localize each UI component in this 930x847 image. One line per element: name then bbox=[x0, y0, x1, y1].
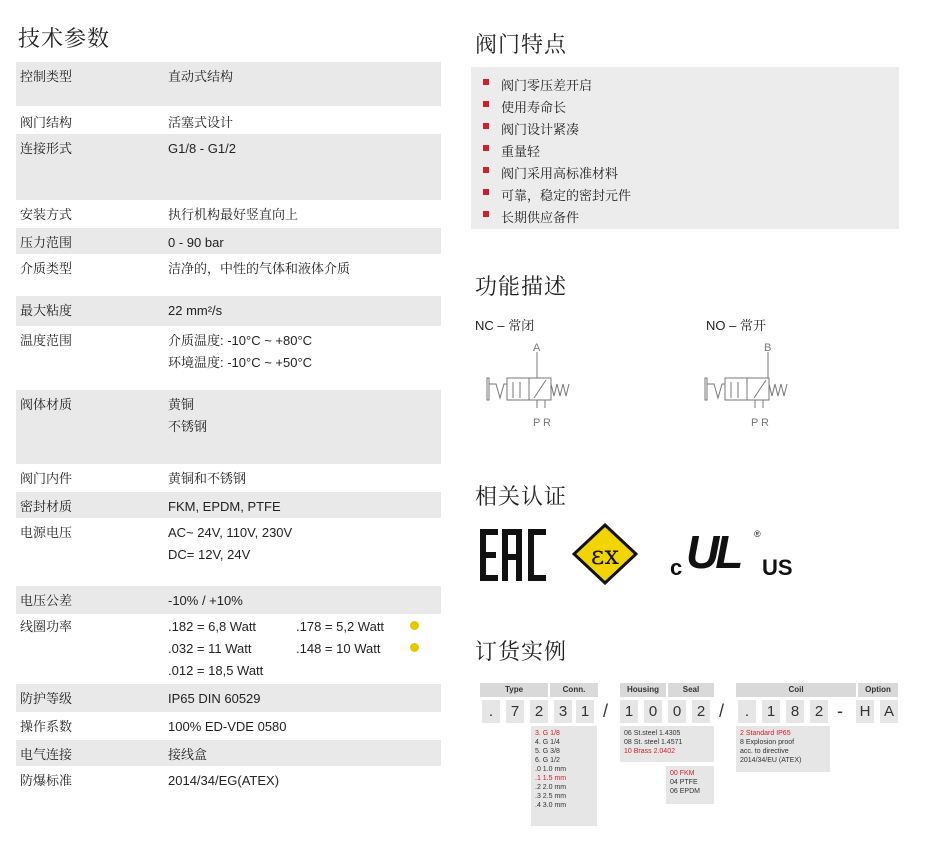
spec-key: 安装方式 bbox=[20, 207, 73, 222]
spec-value bbox=[168, 688, 261, 710]
nc-valve-symbol bbox=[482, 340, 582, 435]
feature-text: 重量轻 bbox=[501, 144, 541, 159]
order-code-digit: 0 bbox=[668, 700, 686, 723]
spec-value-line: 介质温度: -10°C ~ +80°C bbox=[168, 333, 313, 348]
spec-key: 介质类型 bbox=[20, 261, 73, 276]
order-option-line: .0 1.0 mm bbox=[535, 766, 567, 773]
order-option-line: acc. to directive bbox=[740, 748, 789, 755]
certs-title: 相关认证 bbox=[475, 484, 568, 509]
order-option-line: 2 Standard IP65 bbox=[740, 730, 791, 737]
function-title: 功能描述 bbox=[475, 274, 568, 299]
coil-power-line bbox=[168, 616, 438, 638]
order-option-line: 4. G 1/4 bbox=[535, 739, 560, 746]
ex-text: εx bbox=[590, 541, 620, 571]
spec-value bbox=[168, 590, 243, 612]
spec-key: 阀门结构 bbox=[20, 115, 73, 130]
ul-c-text: c bbox=[670, 555, 683, 580]
spec-value bbox=[168, 616, 438, 682]
order-option-line: .4 3.0 mm bbox=[535, 802, 567, 809]
spec-key: 防爆标准 bbox=[20, 773, 73, 788]
spec-value-line: 2014/34/EG(ATEX) bbox=[168, 773, 280, 788]
spec-value-line: 环境温度: -10°C ~ +50°C bbox=[168, 355, 313, 370]
order-code-digit: . bbox=[738, 700, 756, 723]
order-code-digit: 1 bbox=[762, 700, 780, 723]
order-option-line: 06 St.steel 1.4305 bbox=[624, 730, 681, 737]
eac-logo bbox=[478, 527, 548, 583]
order-option-line: 8 Explosion proof bbox=[740, 739, 795, 746]
spec-value bbox=[168, 770, 279, 792]
spec-row bbox=[16, 712, 441, 740]
bullet-icon bbox=[483, 145, 489, 151]
spec-value bbox=[168, 232, 224, 254]
feature-text: 使用寿命长 bbox=[501, 100, 567, 115]
order-code-digit: 2 bbox=[692, 700, 710, 723]
order-code-digit: 1 bbox=[620, 700, 638, 723]
spec-value bbox=[168, 300, 222, 322]
order-code-digit: 2 bbox=[810, 700, 828, 723]
spec-row bbox=[16, 200, 441, 228]
bullet-icon bbox=[483, 101, 489, 107]
coil-power-value: .148 = 10 Watt bbox=[296, 641, 381, 656]
spec-key: 电压公差 bbox=[20, 593, 73, 608]
conn-options bbox=[531, 726, 597, 826]
spec-value bbox=[168, 716, 287, 738]
ex-mini-icon bbox=[410, 621, 419, 630]
housing-options bbox=[620, 726, 714, 762]
ex-mini-icon bbox=[410, 643, 419, 652]
spec-value bbox=[168, 744, 207, 766]
order-code-digit: A bbox=[880, 700, 898, 723]
spec-row bbox=[16, 326, 441, 390]
spec-value-line: AC~ 24V, 110V, 230V bbox=[168, 525, 293, 540]
order-code-digit: 0 bbox=[644, 700, 662, 723]
order-option-line: 10 Brass 2.0402 bbox=[624, 748, 675, 755]
ul-us-text: US bbox=[762, 555, 793, 580]
spec-key: 密封材质 bbox=[20, 499, 73, 514]
no-port-r: R bbox=[761, 417, 769, 429]
spec-row bbox=[16, 492, 441, 518]
spec-row bbox=[16, 586, 441, 614]
spec-value-line: DC= 12V, 24V bbox=[168, 547, 251, 562]
spec-value-line: 不锈钢 bbox=[168, 419, 208, 434]
spec-key: 连接形式 bbox=[20, 141, 73, 156]
spec-row bbox=[16, 62, 441, 106]
no-valve-symbol bbox=[700, 340, 800, 435]
spec-row bbox=[16, 296, 441, 326]
spec-value-line: 0 - 90 bar bbox=[168, 235, 224, 250]
spec-row bbox=[16, 766, 441, 794]
spec-title: 技术参数 bbox=[18, 26, 111, 51]
order-option-line: .2 2.0 mm bbox=[535, 784, 567, 791]
order-option-line: 06 EPDM bbox=[670, 788, 700, 795]
order-header-seal: Seal bbox=[668, 683, 714, 697]
coil-power-line bbox=[168, 660, 438, 682]
spec-value-line: 活塞式设计 bbox=[168, 115, 234, 130]
ul-registered: ® bbox=[754, 529, 761, 539]
order-code-digit: 2 bbox=[530, 700, 548, 723]
spec-key: 线圈功率 bbox=[20, 619, 73, 634]
spec-key: 防护等级 bbox=[20, 691, 73, 706]
order-header-housing: Housing bbox=[620, 683, 666, 697]
spec-value bbox=[168, 204, 298, 226]
bullet-icon bbox=[483, 189, 489, 195]
order-option-line: 00 FKM bbox=[670, 770, 695, 777]
order-option-line: 04 PTFE bbox=[670, 779, 698, 786]
feature-text: 阀门零压差开启 bbox=[501, 78, 593, 93]
order-separator: / bbox=[603, 701, 609, 721]
order-title: 订货实例 bbox=[475, 639, 568, 664]
spec-row bbox=[16, 390, 441, 464]
order-option-line: .1 1.5 mm bbox=[535, 775, 567, 782]
spec-row bbox=[16, 134, 441, 200]
spec-key: 操作系数 bbox=[20, 719, 73, 734]
seal-options bbox=[666, 766, 714, 804]
spec-value-line: G1/8 - G1/2 bbox=[168, 141, 236, 156]
spec-row bbox=[16, 108, 441, 134]
order-header-type: Type bbox=[480, 683, 548, 697]
coil-power-value: .178 = 5,2 Watt bbox=[296, 619, 385, 634]
spec-row bbox=[16, 740, 441, 766]
feature-text: 阀门设计紧凑 bbox=[501, 122, 580, 137]
nc-label: NC – 常闭 bbox=[475, 318, 535, 333]
spec-value bbox=[168, 112, 233, 134]
spec-value-line: 接线盒 bbox=[168, 747, 208, 762]
order-code-digit: 1 bbox=[576, 700, 594, 723]
atex-ex-icon bbox=[572, 523, 638, 585]
spec-key: 电源电压 bbox=[20, 525, 73, 540]
spec-value-line: 22 mm²/s bbox=[168, 303, 223, 318]
spec-value bbox=[168, 138, 236, 160]
coil-options bbox=[736, 726, 830, 772]
spec-value bbox=[168, 522, 292, 566]
order-header-coil: Coil bbox=[736, 683, 856, 697]
coil-power-value: .182 = 6,8 Watt bbox=[168, 619, 257, 634]
spec-key: 电气连接 bbox=[20, 747, 73, 762]
spec-value bbox=[168, 468, 246, 490]
nc-port-a: A bbox=[533, 342, 541, 354]
bullet-icon bbox=[483, 123, 489, 129]
spec-key: 温度范围 bbox=[20, 333, 73, 348]
bullet-icon bbox=[483, 211, 489, 217]
feature-text: 阀门采用高标准材料 bbox=[501, 166, 619, 181]
features-title: 阀门特点 bbox=[475, 32, 568, 57]
order-code-digit: . bbox=[482, 700, 500, 723]
spec-value-line: IP65 DIN 60529 bbox=[168, 691, 261, 706]
spec-value bbox=[168, 330, 312, 374]
order-code-digit: 3 bbox=[554, 700, 572, 723]
spec-value bbox=[168, 66, 233, 88]
spec-value bbox=[168, 394, 207, 438]
feature-text: 长期供应备件 bbox=[501, 210, 580, 225]
spec-value-line: 洁净的，中性的气体和液体介质 bbox=[168, 261, 351, 276]
order-option-line: 6. G 1/2 bbox=[535, 757, 560, 764]
order-code-digit: 8 bbox=[786, 700, 804, 723]
coil-power-line bbox=[168, 638, 438, 660]
spec-value-line: 100% ED-VDE 0580 bbox=[168, 719, 287, 734]
order-option-line: 08 St. steel 1.4571 bbox=[624, 739, 683, 746]
order-option-line: .3 2.5 mm bbox=[535, 793, 567, 800]
nc-port-p: P bbox=[533, 417, 541, 429]
spec-key: 最大粘度 bbox=[20, 303, 73, 318]
features-box bbox=[471, 67, 899, 229]
spec-row bbox=[16, 612, 441, 684]
no-port-p: P bbox=[751, 417, 759, 429]
spec-row bbox=[16, 464, 441, 492]
order-header-option: Option bbox=[858, 683, 898, 697]
spec-key: 控制类型 bbox=[20, 69, 73, 84]
no-port-b: B bbox=[764, 342, 772, 354]
spec-value-line: 执行机构最好竖直向上 bbox=[168, 207, 299, 222]
feature-text: 可靠，稳定的密封元件 bbox=[501, 188, 632, 203]
order-option-line: 5. G 3/8 bbox=[535, 748, 560, 755]
order-separator: / bbox=[719, 701, 725, 721]
spec-value-line: 直动式结构 bbox=[168, 69, 234, 84]
no-label: NO – 常开 bbox=[706, 318, 766, 333]
spec-key: 阀体材质 bbox=[20, 397, 73, 412]
bullet-icon bbox=[483, 79, 489, 85]
order-code-digit: 7 bbox=[506, 700, 524, 723]
spec-value-line: 黄铜和不锈钢 bbox=[168, 471, 247, 486]
spec-row bbox=[16, 254, 441, 296]
coil-power-value: .032 = 11 Watt bbox=[168, 641, 252, 656]
spec-row bbox=[16, 684, 441, 712]
ul-cert-logo bbox=[670, 527, 795, 583]
spec-value-line: FKM, EPDM, PTFE bbox=[168, 499, 281, 514]
spec-key: 压力范围 bbox=[20, 235, 73, 250]
spec-row bbox=[16, 228, 441, 254]
order-separator: - bbox=[837, 701, 843, 721]
order-code-digit: H bbox=[856, 700, 874, 723]
spec-row bbox=[16, 518, 441, 586]
nc-port-r: R bbox=[543, 417, 551, 429]
order-header-conn: Conn. bbox=[550, 683, 598, 697]
coil-power-value: .012 = 18,5 Watt bbox=[168, 663, 264, 678]
spec-value bbox=[168, 258, 350, 280]
order-option-line: 2014/34/EU (ATEX) bbox=[740, 757, 802, 764]
ul-mark: UL bbox=[686, 526, 740, 578]
spec-value-line: 黄铜 bbox=[168, 397, 195, 412]
order-option-line: 3. G 1/8 bbox=[535, 730, 560, 737]
spec-key: 阀门内件 bbox=[20, 471, 73, 486]
spec-value bbox=[168, 496, 281, 518]
spec-value-line: -10% / +10% bbox=[168, 593, 243, 608]
bullet-icon bbox=[483, 167, 489, 173]
